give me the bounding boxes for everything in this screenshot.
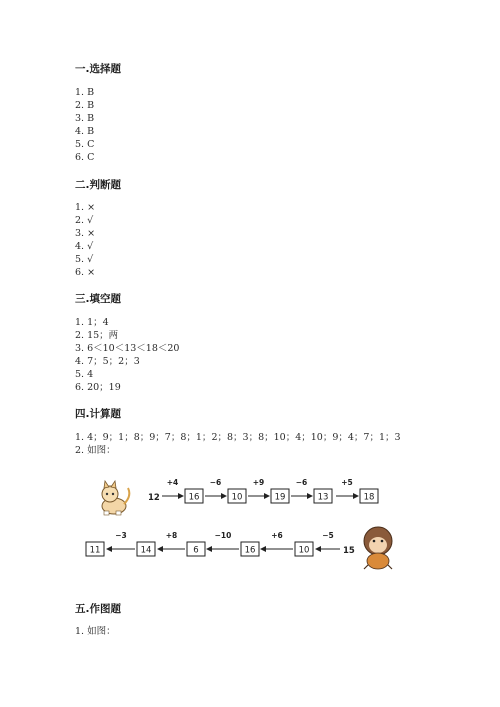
answer-line: 4. 7；5；2；3 xyxy=(75,356,140,367)
answer-line: 2. B xyxy=(75,100,95,111)
box-value: 10 xyxy=(231,492,243,503)
box-value: 16 xyxy=(188,492,200,503)
answer-line: 4. B xyxy=(75,126,95,137)
answer-line: 1. 1；4 xyxy=(75,317,109,328)
answer-line: 1. × xyxy=(75,202,96,213)
answer-line: 6. 20；19 xyxy=(75,382,121,393)
operation-label: +4 xyxy=(166,478,179,487)
answer-line: 1. 4；9；1；8；9；7；8；1；2；8；3；8；10；4；10；9；4；7；1；3 xyxy=(75,432,401,443)
box-value: 10 xyxy=(298,545,310,556)
section-title-judge: 二.判断题 xyxy=(75,179,121,191)
box-value: 13 xyxy=(317,492,329,503)
answer-line: 5. 4 xyxy=(75,369,94,380)
answer-line: 1. B xyxy=(75,87,95,98)
chain-start-number: 12 xyxy=(148,493,160,503)
answer-line: 3. × xyxy=(75,228,96,239)
answer-line: 5. C xyxy=(75,139,95,150)
operation-label: −10 xyxy=(214,531,232,540)
answer-line: 3. B xyxy=(75,113,95,124)
box-value: 11 xyxy=(89,545,101,556)
section-title-fill: 三.填空题 xyxy=(75,293,121,305)
answer-line: 2. √ xyxy=(75,215,94,226)
operation-label: +5 xyxy=(341,478,353,487)
section-title-choice: 一.选择题 xyxy=(75,63,121,75)
box-value: 14 xyxy=(140,545,152,556)
box-value: 18 xyxy=(363,492,375,503)
operation-label: −5 xyxy=(322,531,334,540)
answer-line: 6. C xyxy=(75,152,95,163)
cat-icon xyxy=(102,481,129,515)
answer-line: 2. 如图： xyxy=(75,445,116,456)
answer-line: 4. √ xyxy=(75,241,94,252)
box-value: 16 xyxy=(244,545,256,556)
number-chain-diagram xyxy=(0,470,500,580)
operation-label: +8 xyxy=(165,531,178,540)
answer-line: 3. 6＜10＜13＜18＜20 xyxy=(75,343,180,354)
monkey-icon xyxy=(364,527,392,569)
operation-label: −6 xyxy=(295,478,308,487)
operation-label: −6 xyxy=(209,478,222,487)
operation-label: +9 xyxy=(252,478,265,487)
answer-line: 6. × xyxy=(75,267,96,278)
chain-start-number: 15 xyxy=(343,546,355,556)
answer-line: 2. 15；两 xyxy=(75,330,119,341)
box-value: 6 xyxy=(193,545,199,556)
answer-line: 5. √ xyxy=(75,254,94,265)
operation-label: +6 xyxy=(271,531,283,540)
row1 xyxy=(162,478,378,503)
box-value: 19 xyxy=(274,492,286,503)
answer-line: 1. 如图： xyxy=(75,626,116,637)
operation-label: −3 xyxy=(115,531,127,540)
section-title-draw: 五.作图题 xyxy=(75,603,121,615)
row2 xyxy=(86,531,340,556)
section-title-calc: 四.计算题 xyxy=(75,408,121,420)
